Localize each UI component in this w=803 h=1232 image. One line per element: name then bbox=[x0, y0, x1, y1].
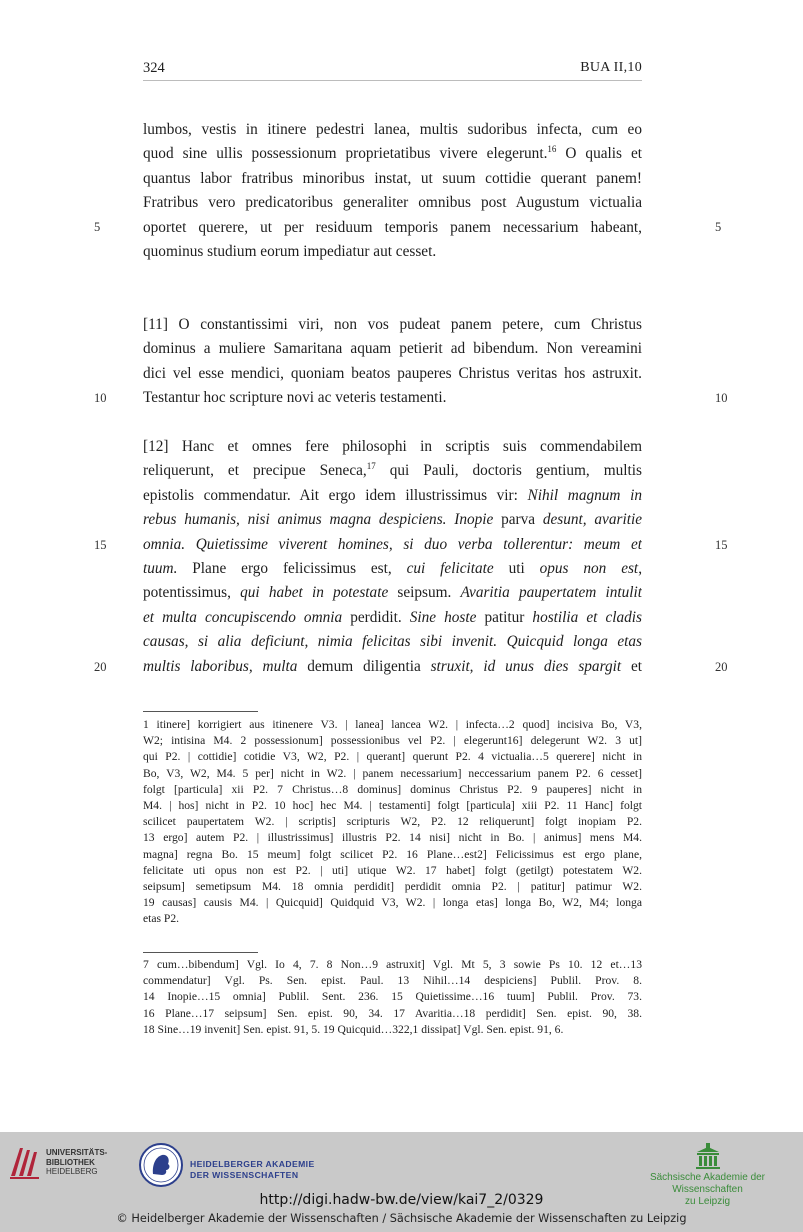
apparatus-line: qui P2. | cottidie] cotidie V3, W2, P2. | querant] querunt P2. 4 victualia…5 querere] nicht in bbox=[143, 750, 642, 764]
apparatus-line: scilicet paupertatem W2. | scriptis] scripturis W2, P2. 12 reliquerunt] folgt inopiam P2. bbox=[143, 815, 642, 829]
critical-apparatus bbox=[143, 717, 642, 927]
apparatus-line: M4. | hos] nicht in P2. 10 hoc] hec M4. | testamenti] folgt [particula] xiii P2. 11 Hanc] folgt bbox=[143, 798, 642, 812]
ub-name-line: HEIDELBERG bbox=[46, 1167, 98, 1176]
running-head: BUA II,10 bbox=[580, 60, 642, 75]
text-line: causas, si alia deficiunt, nimia felicitas sibi invenit. Quicquid longa etas bbox=[143, 633, 642, 651]
text-line: tuum. Plane ergo felicissimus est, cui felicitate uti opus non est, bbox=[143, 559, 642, 577]
sources-rule bbox=[143, 952, 258, 953]
permalink-url[interactable]: http://digi.hadw-bw.de/view/kai7_2/0329 bbox=[259, 1192, 544, 1208]
line-number-left: 15 bbox=[94, 538, 107, 552]
apparatus-rule bbox=[143, 711, 258, 712]
text-line: dici vel esse mendici, quoniam beatos pauperes Christus veritas hos astruxit. bbox=[143, 364, 642, 382]
text-line: [12] Hanc et omnes fere philosophi in scriptis suis commendabilem bbox=[143, 438, 642, 455]
line-number-right: 5 bbox=[715, 220, 722, 234]
paragraph-1 bbox=[143, 118, 642, 264]
apparatus-line: 13 ergo] autem P2. | illustrissimus] illustris P2. 14 nisi] nicht in Bo. | animus] mens M4. bbox=[143, 831, 642, 845]
text-line: oportet querere, ut per residuum temporis panem necessarium habeant, bbox=[143, 218, 642, 236]
hadw-name-line: HEIDELBERGER AKADEMIE bbox=[190, 1159, 315, 1169]
footnote-marker: 17 bbox=[366, 461, 376, 472]
apparatus-line: 7 cum…bibendum] Vgl. Io 4, 7. 8 Non…9 astruxit] Vgl. Mt 5, 3 sowie Ps 10. 12 et…13 bbox=[143, 958, 642, 971]
line-number-left: 5 bbox=[94, 220, 101, 234]
page-header bbox=[143, 60, 642, 81]
ub-heidelberg-logo[interactable] bbox=[8, 1142, 128, 1182]
apparatus-line: 19 causas] causis M4. | Quicquid] Quidquid V3, W2. | longa etas] longa Bo, W2, M4; longa bbox=[143, 896, 642, 910]
apparatus-line: etas P2. bbox=[143, 912, 180, 926]
text-line: reliquerunt, et precipue Seneca,$^{17}$ qui Pauli, doctoris gentium, multis bbox=[143, 461, 642, 480]
text-line: multis laboribus, multa demum diligentia struxit, id unus dies spargit et bbox=[143, 657, 642, 675]
paragraph-2 bbox=[143, 313, 642, 411]
text-line: omnia. Quietissime viverent homines, si duo verba tollerentur: meum et bbox=[143, 535, 642, 553]
text-line: quantus labor fratribus minoribus instat, ut suum cottidie querant panem! bbox=[143, 169, 642, 187]
text-line: [11] O constantissimi viri, non vos pudeat panem petere, cum Christus bbox=[143, 316, 642, 333]
apparatus-line: 1 itinere] korrigiert aus itinenere V3. | lanea] lancea W2. | infecta…2 quod] incisiva Bo, V3, bbox=[143, 718, 642, 731]
text-line: rebus humanis, nisi animus magna despiciens. Inopie parva desunt, avaritie bbox=[143, 511, 642, 529]
copyright-notice: © Heidelberger Akademie der Wissenschaften / Sächsische Akademie der Wissenschaften zu Leipzig bbox=[116, 1212, 687, 1225]
text-line: lumbos, vestis in itinere pedestri lanea, multis sudoribus infecta, cum eo bbox=[143, 121, 642, 138]
line-number-right: 10 bbox=[715, 391, 728, 405]
hadw-name-line: DER WISSENSCHAFTEN bbox=[190, 1170, 299, 1180]
saw-name-line: zu Leipzig bbox=[684, 1196, 731, 1207]
page-number: 324 bbox=[143, 60, 165, 76]
text-line: quominus studium eorum impediatur aut cesset. bbox=[143, 242, 437, 260]
apparatus-line: commendatur] Vgl. Ps. Sen. epist. Paul. 13 Nihil…14 despiciens] Publil. Prov. 8. bbox=[143, 974, 642, 988]
line-number-left: 10 bbox=[94, 391, 107, 405]
source-apparatus bbox=[143, 957, 642, 1038]
apparatus-line: W2; intisina M4. 2 possessionum] possessionibus vel P2. | elegerunt16] delegerunt W2. 3 ut] bbox=[143, 734, 642, 748]
ub-name-line: UNIVERSITÄTS- bbox=[46, 1148, 108, 1157]
line-number-right: 20 bbox=[715, 660, 728, 674]
apparatus-line: 18 Sine…19 invenit] Sen. epist. 91, 5. 19 Quicquid…322,1 dissipat] Vgl. Sen. epist. 91, 6. bbox=[143, 1022, 564, 1036]
saw-building-icon bbox=[693, 1142, 723, 1170]
apparatus-line: Bo, V3, W2, M4. 5 per] nicht in W2. | panem necessarium] neccessarium panem P2. 6 cesset] bbox=[143, 766, 642, 780]
apparatus-line: folgt [particula] xii P2. 7 Christus…8 dominus] dominus Christus P2. 9 pauperes] nicht in bbox=[143, 782, 642, 796]
apparatus-line: 16 Plane…17 seipsum] Sen. epist. 90, 34. 17 Avaritia…18 perdidit] Sen. epist. 90, 38. bbox=[143, 1006, 642, 1020]
saw-name-line: Sächsische Akademie der Wissenschaften bbox=[649, 1172, 766, 1195]
line-number-left: 20 bbox=[94, 660, 107, 674]
ub-name-line: BIBLIOTHEK bbox=[46, 1157, 95, 1167]
line-number-right: 15 bbox=[715, 538, 728, 552]
text-line: quod sine ullis possessionum proprietatibus vivere elegerunt.$^{16}$ O qualis et bbox=[143, 144, 642, 163]
text-line: epistolis commendatur. Ait ergo idem illustrissimus vir: Nihil magnum in bbox=[143, 486, 642, 504]
text-line: Fratribus vero predicatoribus generaliter omnibus post Augustum victualia bbox=[143, 194, 642, 212]
apparatus-line: magna] regna Bo. 15 meum] folgt scilicet P2. 16 Plane…est2] Felicissimus est ergo plane, bbox=[143, 847, 642, 861]
paragraph-3 bbox=[143, 435, 642, 679]
hadw-seal-icon bbox=[138, 1142, 184, 1188]
footnote-marker: 16 bbox=[547, 144, 557, 155]
hadw-logo[interactable] bbox=[138, 1142, 338, 1192]
apparatus-line: 14 Inopie…15 omnia] Publil. Sent. 236. 15 Quietissime…16 tuum] Publil. Prov. 73. bbox=[143, 990, 642, 1004]
text-line: Testantur hoc scripture novi ac veteris testamenti. bbox=[143, 389, 447, 407]
text-line: et multa concupiscendo omnia perdidit. Sine hoste patitur hostilia et cladis bbox=[143, 608, 642, 626]
apparatus-line: seipsum] semetipsum M4. 18 omnia perdidit] perdidit omnia P2. | patitur] patimur W2. bbox=[143, 879, 642, 893]
apparatus-line: felicitate uti opus non est P2. | uti] utique W2. 17 habet] folgt (getilgt) potestatem W2. bbox=[143, 863, 642, 877]
text-line: potentissimus, qui habet in potestate seipsum. Avaritia paupertatem intulit bbox=[143, 584, 642, 602]
text-line: dominus a muliere Samaritana aquam petierit ad bibendum. Non vereamini bbox=[143, 340, 642, 358]
ub-heidelberg-mark-icon bbox=[8, 1142, 42, 1180]
